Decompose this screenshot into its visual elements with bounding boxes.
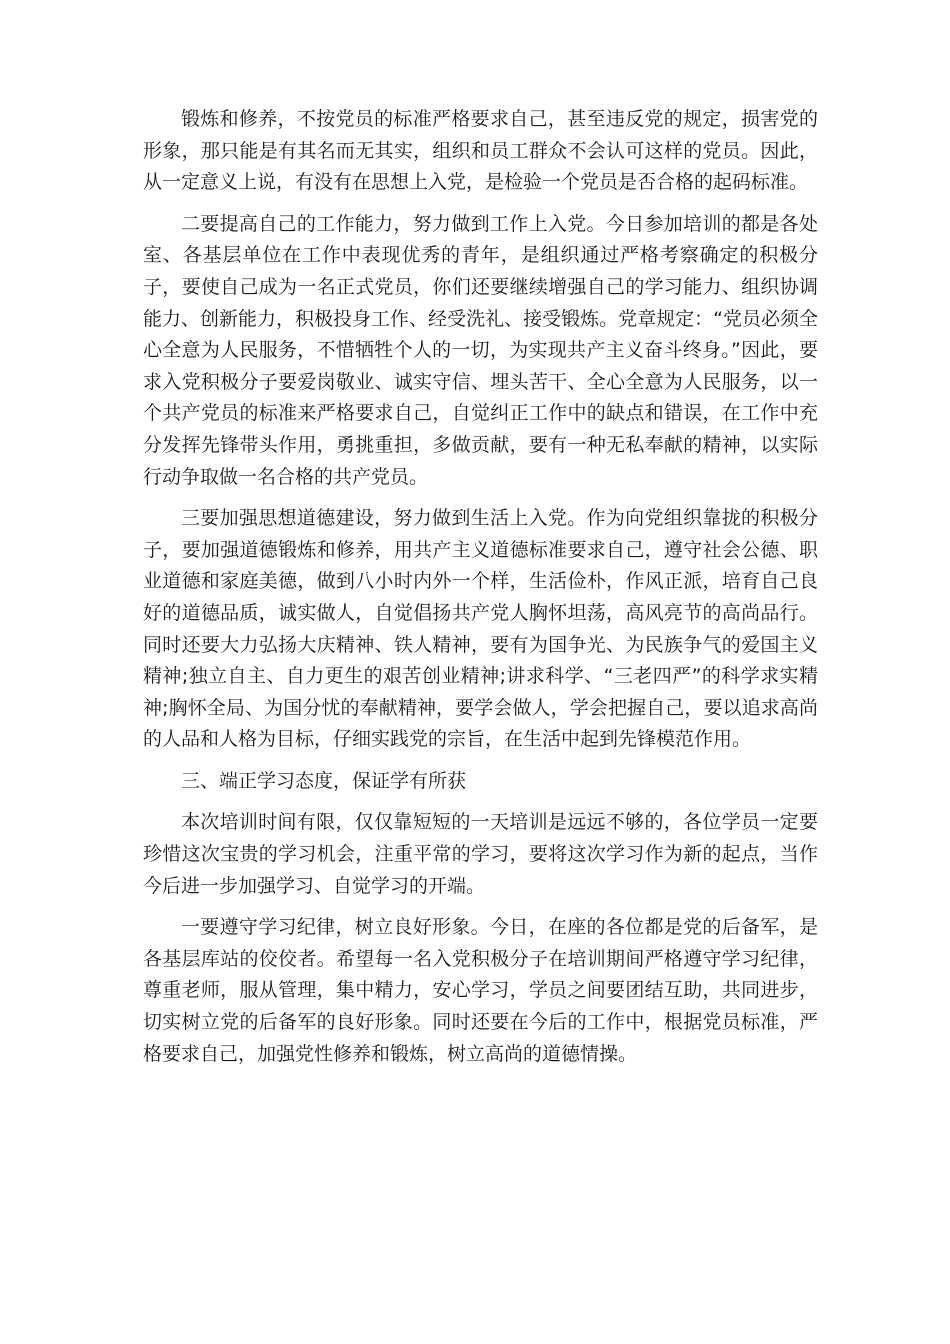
- paragraph-1: 锻炼和修养，不按党员的标准严格要求自己，甚至违反党的规定，损害党的形象，那只能是有其名而无其实，组织和员工群众不会认可这样的党员。因此，从一定意义上说，有没有在思想上入党，是检验一个党员是否合格的起码标准。: [143, 108, 818, 194]
- section-heading: 三、端正学习态度，保证学有所获: [181, 769, 467, 792]
- document-body: [143, 104, 818, 1080]
- paragraph-4: 本次培训时间有限，仅仅靠短短的一天培训是远远不够的，各位学员一定要珍惜这次宝贵的学习机会，注重平常的学习，要将这次学习作为新的起点，当作今后进一步加强学习、自觉学习的开端。: [143, 811, 818, 897]
- paragraph-2: 二要提高自己的工作能力，努力做到工作上入党。今日参加培训的都是各处室、各基层单位在工作中表现优秀的青年，是组织通过严格考察确定的积极分子，要使自己成为一名正式党员，你们还要继续增强自己的学习能力、组织协调能力、创新能力，积极投身工作、经受洗礼、接受锻炼。党章规定：“党员必须全心全意为人民服务，不惜牺牲个人的一切，为实现共产主义奋斗终身。”因此，要求入党积极分子要爱岗敬业、诚实守信、埋头苦干、全心全意为人民服务，以一个共产党员的标准来严格要求自己，自觉纠正工作中的缺点和错误，在工作中充分发挥先锋带头作用，勇挑重担，多做贡献，要有一种无私奉献的精神，以实际行动争取做一名合格的共产党员。: [143, 212, 818, 488]
- paragraph-3: 三要加强思想道德建设，努力做到生活上入党。作为向党组织靠拢的积极分子，要加强道德锻炼和修养，用共产主义道德标准要求自己，遵守社会公德、职业道德和家庭美德，做到八小时内外一个样，生活俭朴，作风正派，培育自己良好的道德品质，诚实做人，自觉倡扬共产党人胸怀坦荡，高风亮节的高尚品行。同时还要大力弘扬大庆精神、铁人精神，要有为国争光、为民族争气的爱国主义精神;独立自主、自力更生的艰苦创业精神;讲求科学、“三老四严”的科学求实精神;胸怀全局、为国分忧的奉献精神，要学会做人，学会把握自己，要以追求高尚的人品和人格为目标，仔细实践党的宗旨，在生活中起到先锋模范作用。: [143, 507, 818, 751]
- paragraph-5: 一要遵守学习纪律，树立良好形象。今日，在座的各位都是党的后备军，是各基层库站的佼佼者。希望每一名入党积极分子在培训期间严格遵守学习纪律，尊重老师，服从管理，集中精力，安心学习，学员之间要团结互助，共同进步，切实树立党的后备军的良好形象。同时还要在今后的工作中，根据党员标准，严格要求自己，加强党性修养和锻炼，树立高尚的道德情操。: [143, 916, 818, 1065]
